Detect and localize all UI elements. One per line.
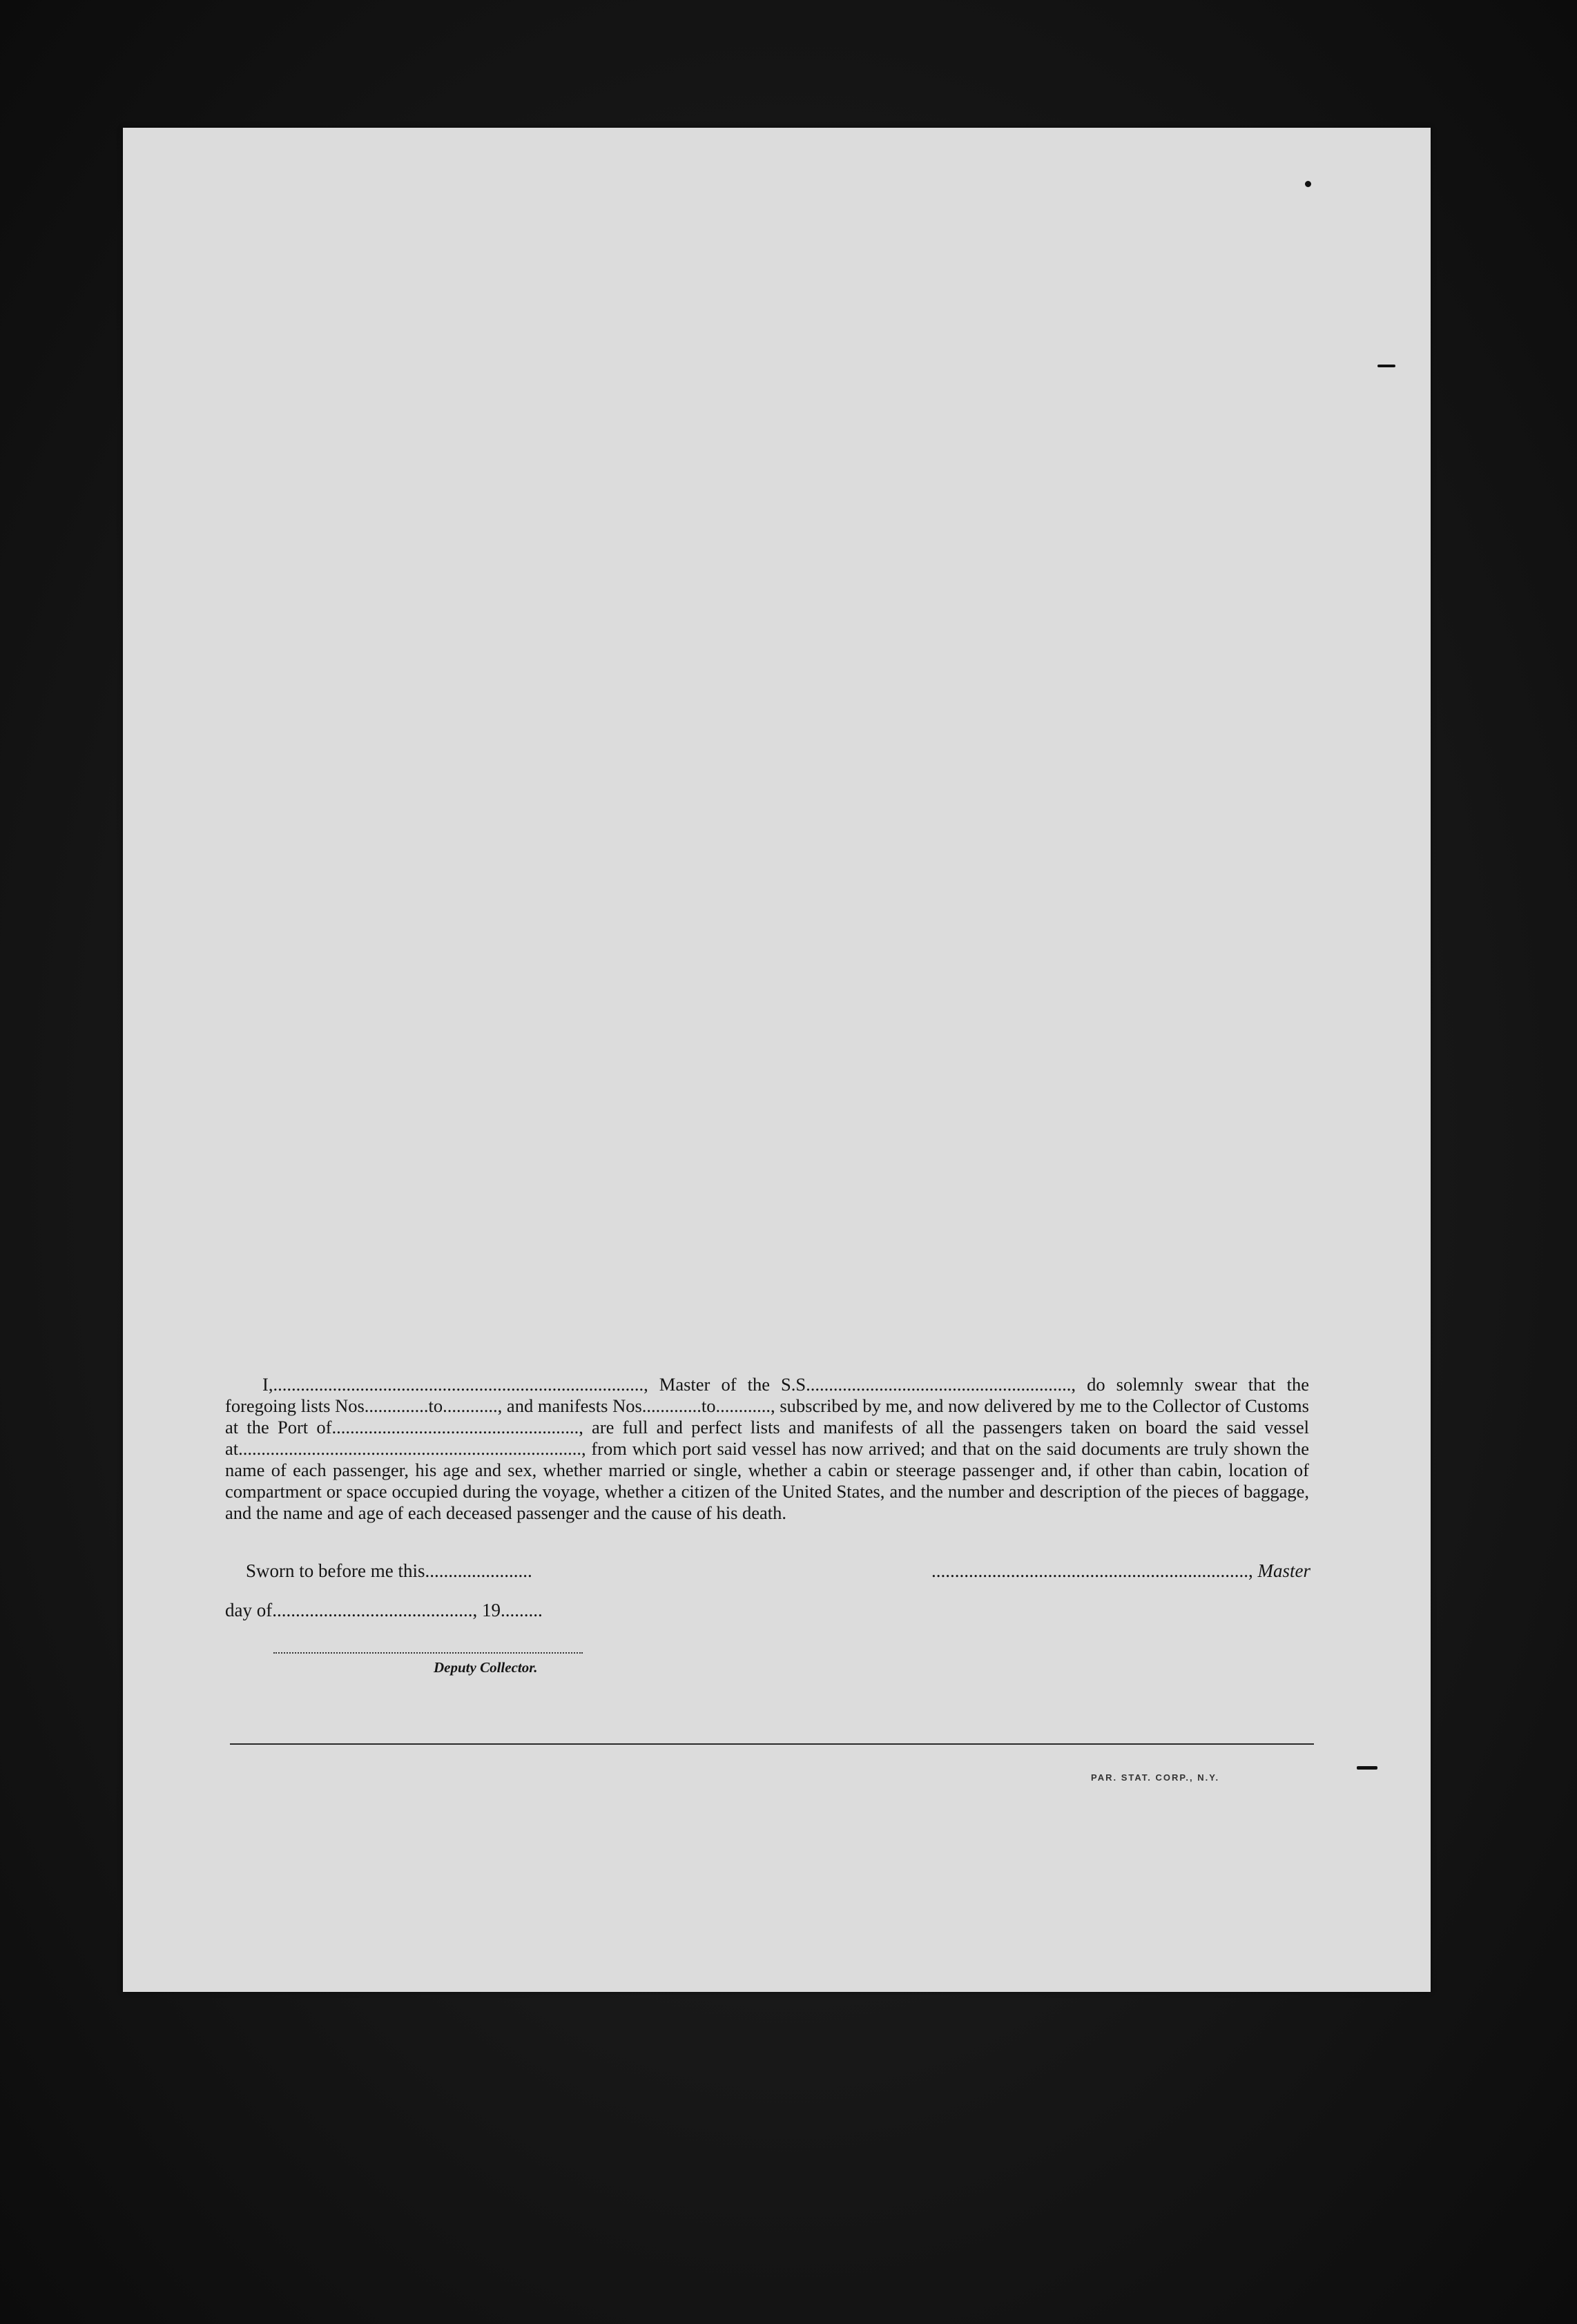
sworn-label: Sworn to before me this....................... (246, 1560, 532, 1581)
speck-mark (1377, 365, 1395, 367)
master-signature-line: ...................................................................., (931, 1560, 1253, 1581)
deputy-signature-line (273, 1652, 583, 1654)
speck-mark (1305, 181, 1311, 187)
speck-mark (1357, 1766, 1377, 1770)
oath-paragraph: I,................................................................................., Master of the S.S.........................................................., do solemnly swear that the foregoing lists Nos..............to............, and manifests Nos.............to............, subscribed by me, and now delivered by me to the Collector of Customs at the Port of......................................................, are full and perfect lists and manifests of all the passengers taken on board the said vessel at..........................................................................., from which port said vessel has now arrived; and that on the said documents are truly shown the name of each passenger, his age and sex, whether married or single, whether a cabin or steerage passenger and, if other than cabin, location of compartment or space occupied during the voyage, whether a citizen of the United States, and the number and description of the pieces of baggage, and the name and age of each deceased passenger and the cause of his death. (225, 1374, 1309, 1523)
bottom-rule (230, 1743, 1314, 1745)
master-signature (858, 1560, 1310, 1582)
day-label: day of..........................................., 19......... (225, 1600, 543, 1620)
manifest-page (123, 128, 1431, 1992)
printer-imprint: PAR. STAT. CORP., N.Y. (1091, 1772, 1220, 1783)
master-label: Master (1257, 1560, 1310, 1581)
deputy-collector-label: Deputy Collector. (434, 1659, 538, 1676)
oath-text (225, 1374, 1309, 1524)
